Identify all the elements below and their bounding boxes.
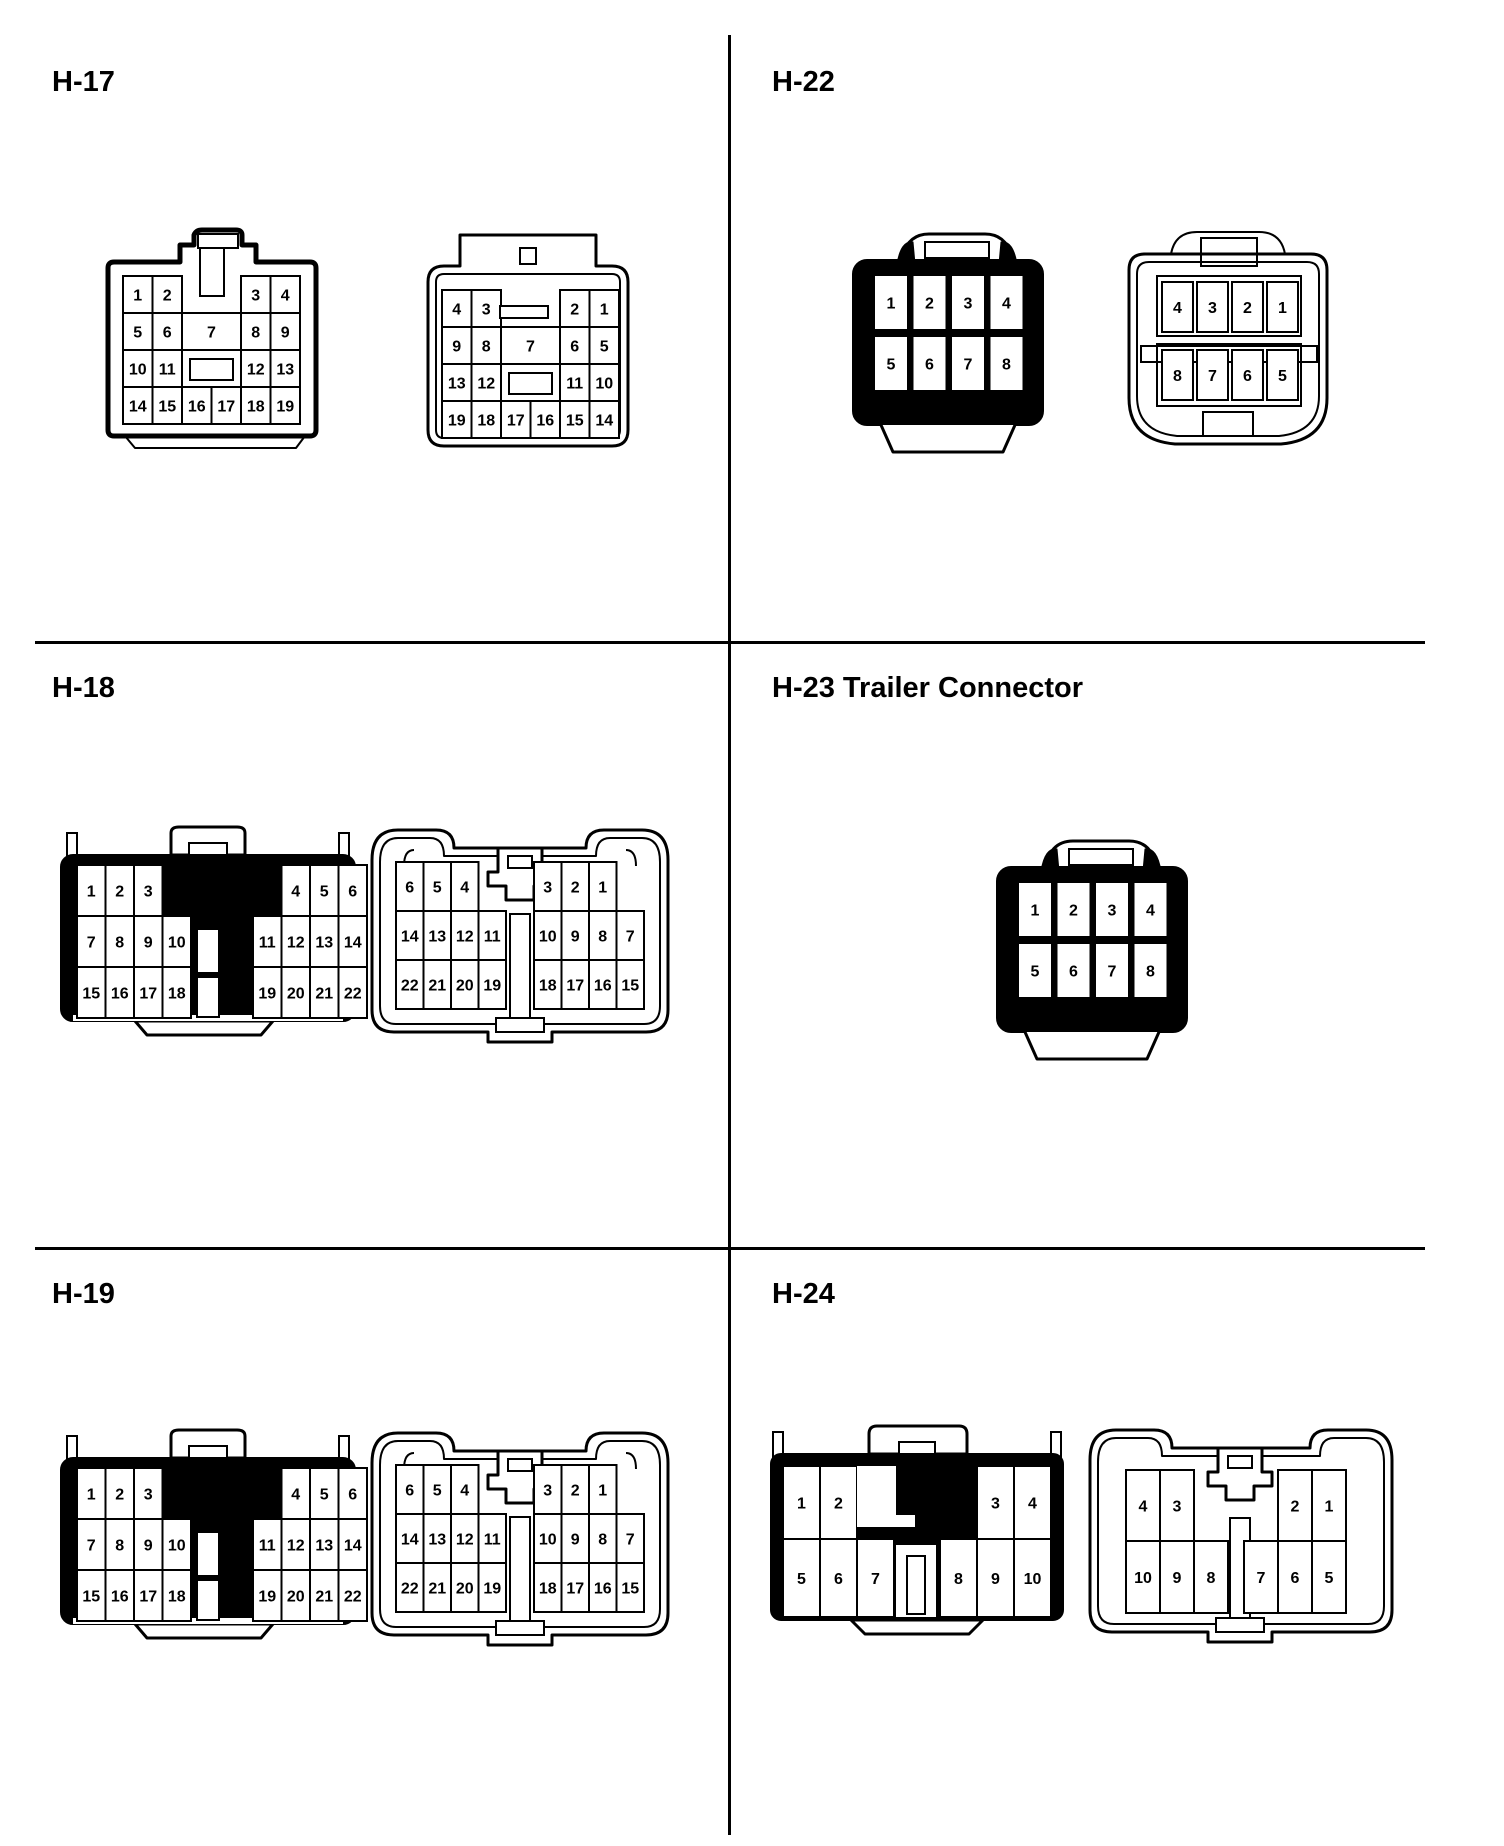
pin-label: 5	[432, 1482, 442, 1500]
pin-label: 8	[1002, 356, 1011, 374]
pin-label: 1	[599, 301, 609, 319]
pin-label: 5	[319, 883, 329, 901]
pin-label: 15	[82, 1588, 101, 1606]
connector-h24-female	[1090, 1430, 1392, 1642]
pin-label: 1	[598, 1482, 608, 1500]
connector-h17-female	[428, 235, 628, 446]
pin-label: 12	[246, 361, 265, 379]
pin-label: 2	[834, 1495, 843, 1513]
pin-label: 4	[291, 883, 301, 901]
pin-label: 12	[286, 1537, 305, 1555]
pin-label: 13	[276, 361, 295, 379]
pin-label: 19	[276, 398, 295, 416]
pin-label: 11	[566, 375, 584, 393]
pin-label: 6	[1243, 368, 1252, 385]
pin-label: 8	[115, 1537, 125, 1555]
pin-label: 9	[570, 928, 580, 946]
pin-label: 17	[506, 412, 525, 430]
pin-label: 8	[598, 928, 608, 946]
pin-label: 4	[291, 1486, 301, 1504]
pin-label: 1	[598, 879, 608, 897]
pin-label: 5	[886, 356, 896, 374]
pin-label: 14	[400, 928, 419, 946]
latch-tab	[520, 248, 536, 264]
pin-label: 14	[343, 934, 362, 952]
connector-h22-male	[853, 234, 1043, 452]
ear-detail	[626, 1453, 636, 1469]
pin-label: 15	[158, 398, 177, 416]
pin-label: 8	[954, 1571, 963, 1588]
pin-label: 16	[593, 977, 612, 995]
latch-slot	[500, 306, 548, 318]
pin-label: 10	[1134, 1570, 1152, 1587]
pin-label: 21	[315, 985, 334, 1003]
pin-label: 4	[452, 301, 462, 319]
pin-label: 2	[570, 879, 580, 897]
connector-h22-female	[1129, 232, 1327, 444]
pin-label: 18	[538, 1580, 557, 1598]
pin-label: 7	[86, 1537, 96, 1555]
pin-label: 7	[871, 1571, 880, 1588]
connector-h19-male	[61, 1430, 367, 1638]
pin-label: 11	[258, 934, 276, 952]
latch-tab	[198, 234, 238, 248]
pin-label: 9	[570, 1531, 580, 1549]
pin-label: 7	[1107, 963, 1117, 981]
housing-skirt	[1025, 1032, 1159, 1059]
pin-label: 5	[1030, 963, 1040, 981]
pin-label: 4	[1028, 1495, 1037, 1513]
pin-label: 19	[258, 985, 277, 1003]
latch-stem	[897, 1454, 937, 1514]
pin-label: 1	[886, 295, 896, 313]
pin-label: 6	[348, 883, 358, 901]
pin-label: 18	[167, 1588, 186, 1606]
pin-label: 17	[217, 398, 236, 416]
pin-label: 14	[595, 412, 614, 430]
pin-label: 12	[455, 928, 474, 946]
housing-skirt	[881, 425, 1015, 452]
latch-tab	[508, 1459, 532, 1471]
pin-label: 12	[455, 1531, 474, 1549]
pin-label: 1	[797, 1495, 806, 1513]
pin-label: 3	[963, 295, 973, 313]
pin-label: 7	[207, 324, 216, 342]
pin-label: 22	[400, 977, 419, 995]
pin-label: 4	[460, 1482, 470, 1500]
pin-label: 2	[115, 1486, 125, 1504]
pin-label: 5	[1278, 368, 1287, 385]
pin-label: 6	[1069, 963, 1078, 981]
pin-label: 6	[348, 1486, 358, 1504]
connector-h23-male	[997, 841, 1187, 1059]
pin-label: 22	[343, 1588, 362, 1606]
pin-label: 3	[481, 301, 491, 319]
latch-tab	[1069, 849, 1133, 865]
pin-label: 2	[1243, 300, 1252, 317]
pin-label: 10	[167, 1537, 186, 1555]
center-slot	[510, 914, 530, 1026]
pin-label: 7	[86, 934, 96, 952]
pin-label: 3	[543, 879, 553, 897]
housing-skirt	[851, 1620, 983, 1634]
connector-h18-male	[61, 827, 367, 1035]
pin-label: 6	[162, 324, 172, 342]
latch-slot	[1203, 412, 1253, 436]
pin-label: 2	[162, 287, 172, 305]
pin-label: 20	[286, 1588, 305, 1606]
pin-label: 3	[143, 1486, 153, 1504]
ear-detail	[626, 850, 636, 866]
pin-label: 4	[1173, 300, 1182, 317]
socket-hole	[509, 373, 552, 394]
title-h22: H-22	[772, 66, 835, 98]
pin-label: 19	[447, 412, 466, 430]
pin-label: 6	[834, 1571, 843, 1588]
center-slot	[197, 977, 219, 1017]
pin-label: 15	[565, 412, 584, 430]
pin-label: 13	[428, 1531, 447, 1549]
center-slot	[197, 929, 219, 973]
pin-label: 8	[1206, 1570, 1216, 1587]
pin-label: 8	[1146, 963, 1155, 981]
pin-label: 10	[167, 934, 186, 952]
pin-label: 20	[286, 985, 305, 1003]
pin-label: 13	[428, 928, 447, 946]
title-h23: H-23 Trailer Connector	[772, 672, 1084, 704]
pin-label: 18	[167, 985, 186, 1003]
pin-label: 7	[526, 338, 535, 356]
pin-label: 9	[452, 338, 462, 356]
latch-tab	[508, 856, 532, 868]
pin-label: 9	[991, 1571, 1000, 1588]
pin-label: 15	[621, 1580, 640, 1598]
pin-label: 17	[139, 985, 158, 1003]
connector-h18-female	[372, 830, 668, 1042]
pin-label: 4	[1146, 902, 1155, 920]
pin-label: 7	[1208, 368, 1217, 385]
pin-label: 7	[963, 356, 973, 374]
socket-hole	[190, 359, 233, 380]
pin-label: 5	[432, 879, 442, 897]
pin-label: 5	[319, 1486, 329, 1504]
pin-label: 4	[1138, 1498, 1148, 1516]
pin-label: 13	[315, 934, 334, 952]
pin-label: 5	[797, 1571, 806, 1588]
pin-label: 3	[143, 883, 153, 901]
pin-label: 4	[1002, 295, 1011, 313]
pin-label: 3	[991, 1495, 1000, 1513]
center-slot	[197, 1580, 219, 1620]
pin-label: 9	[143, 934, 153, 952]
pin-label: 3	[1172, 1498, 1182, 1516]
pin-label: 10	[1023, 1571, 1042, 1588]
pin-label: 12	[286, 934, 305, 952]
pin-label: 7	[625, 928, 635, 946]
pin-label: 3	[1208, 300, 1217, 317]
center-slot	[510, 1517, 530, 1629]
pin-label: 11	[483, 1531, 501, 1549]
pin-label: 18	[538, 977, 557, 995]
pin-label: 21	[315, 1588, 334, 1606]
pin-label: 22	[400, 1580, 419, 1598]
title-h17: H-17	[52, 66, 115, 98]
pin-label: 13	[315, 1537, 334, 1555]
pin-label: 21	[428, 977, 447, 995]
latch-slot	[1216, 1618, 1264, 1632]
pin-label: 1	[86, 1486, 96, 1504]
pin-label: 5	[133, 324, 143, 342]
pin-label: 20	[455, 977, 474, 995]
pin-label: 15	[82, 985, 101, 1003]
pin-label: 12	[477, 375, 496, 393]
pin-label: 5	[599, 338, 609, 356]
pin-label: 19	[483, 977, 502, 995]
pin-label: 3	[251, 287, 261, 305]
pin-label: 11	[258, 1537, 276, 1555]
latch-stem	[191, 855, 225, 903]
pin-label: 16	[593, 1580, 612, 1598]
pin-label: 6	[925, 356, 934, 374]
housing-skirt	[135, 1624, 273, 1638]
center-slot	[907, 1556, 925, 1614]
pin-label: 10	[538, 928, 557, 946]
latch-stem	[191, 1458, 225, 1506]
latch-slot	[496, 1018, 544, 1032]
connector-h19-female	[372, 1433, 668, 1645]
title-h19: H-19	[52, 1278, 115, 1310]
pin-label: 13	[447, 375, 466, 393]
pin-label: 17	[566, 1580, 585, 1598]
pin-label: 3	[543, 1482, 553, 1500]
pin-label: 4	[280, 287, 290, 305]
pin-label: 19	[483, 1580, 502, 1598]
pin-label: 1	[133, 287, 143, 305]
pin-label: 3	[1107, 902, 1117, 920]
pin-label: 2	[570, 301, 580, 319]
pin-label: 11	[158, 361, 176, 379]
pin-label: 7	[1256, 1570, 1266, 1587]
pin-label: 8	[115, 934, 125, 952]
connector-h17-male	[108, 230, 316, 448]
pin-label: 2	[570, 1482, 580, 1500]
title-h18: H-18	[52, 672, 115, 704]
pin-label: 2	[115, 883, 125, 901]
pin-label: 18	[477, 412, 496, 430]
pin-label: 1	[1278, 300, 1287, 317]
pin-label: 19	[258, 1588, 277, 1606]
latch-stem	[200, 248, 224, 296]
pin-label: 6	[1290, 1570, 1300, 1587]
pin-label: 10	[538, 1531, 557, 1549]
pin-label: 9	[1172, 1570, 1182, 1587]
pin-label: 2	[925, 295, 934, 313]
pin-label: 16	[536, 412, 555, 430]
pin-label: 8	[598, 1531, 608, 1549]
pin-label: 16	[110, 1588, 129, 1606]
pin-label: 16	[187, 398, 206, 416]
pin-label: 14	[343, 1537, 362, 1555]
latch-tab	[925, 242, 989, 258]
pin-label: 10	[595, 375, 614, 393]
pin-label: 5	[1324, 1570, 1334, 1587]
pin-label: 14	[128, 398, 147, 416]
pin-label: 1	[1030, 902, 1040, 920]
pin-label: 6	[405, 1482, 415, 1500]
pin-label: 6	[570, 338, 580, 356]
pin-label: 17	[566, 977, 585, 995]
pin-label: 7	[625, 1531, 635, 1549]
pin-label: 16	[110, 985, 129, 1003]
pin-label: 1	[86, 883, 96, 901]
pin-label: 11	[483, 928, 501, 946]
pin-label: 6	[405, 879, 415, 897]
pin-label: 1	[1324, 1498, 1334, 1516]
pin-label: 22	[343, 985, 362, 1003]
pin-label: 2	[1290, 1498, 1300, 1516]
pin-label: 9	[143, 1537, 153, 1555]
pin-label: 20	[455, 1580, 474, 1598]
pin-label: 9	[280, 324, 290, 342]
pin-label: 2	[1069, 902, 1078, 920]
pin-label: 8	[481, 338, 491, 356]
pin-label: 15	[621, 977, 640, 995]
pin-label: 8	[1173, 368, 1182, 385]
connector-h24-male	[771, 1426, 1063, 1634]
title-h24: H-24	[772, 1278, 835, 1310]
center-slot	[197, 1532, 219, 1576]
pin-label: 4	[460, 879, 470, 897]
pin-label: 21	[428, 1580, 447, 1598]
pin-label: 18	[246, 398, 265, 416]
housing-skirt	[135, 1021, 273, 1035]
pin-label: 14	[400, 1531, 419, 1549]
pin-label: 8	[251, 324, 261, 342]
pin-label: 10	[128, 361, 147, 379]
latch-tab	[1228, 1456, 1252, 1468]
pin-label: 17	[139, 1588, 158, 1606]
latch-slot	[496, 1621, 544, 1635]
